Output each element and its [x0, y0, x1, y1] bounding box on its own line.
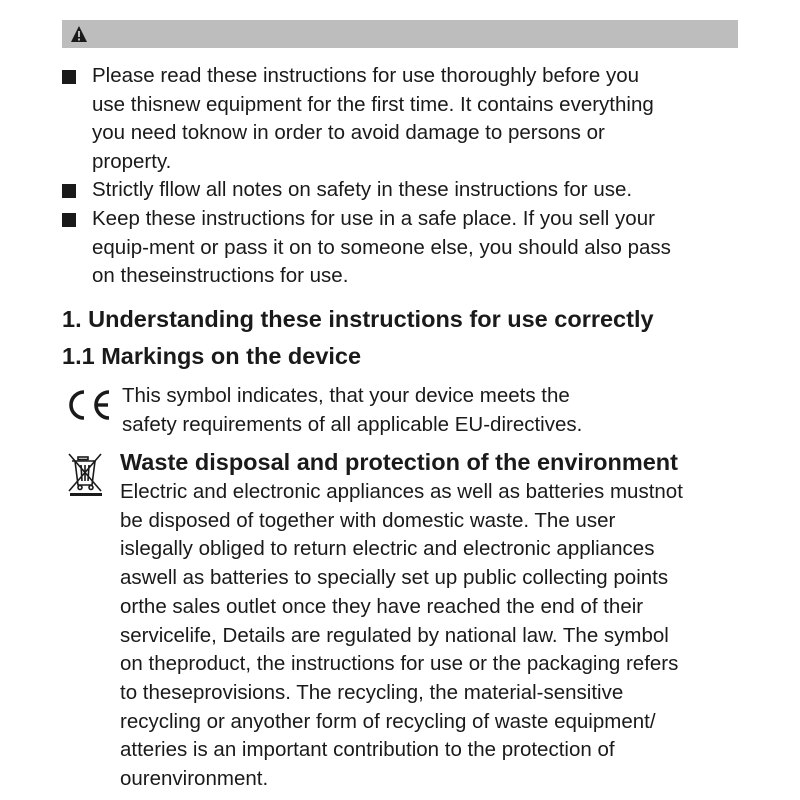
- text-line: aswell as batteries to specially set up public collecting points: [120, 566, 669, 590]
- text-line: use thisnew equipment for the first time. It contains everything: [92, 92, 654, 116]
- ce-mark-icon: [64, 387, 114, 423]
- bullet-square-icon: [62, 184, 76, 198]
- text-line: you need toknow in order to avoid damage to persons or: [92, 121, 605, 145]
- text-line: This symbol indicates, that your device meets the: [122, 384, 570, 407]
- bullet-square-icon: [62, 213, 76, 227]
- safety-notes-list: [62, 62, 752, 291]
- warning-bar: [62, 20, 738, 48]
- text-line: ourenvironment.: [120, 767, 269, 791]
- text-line: Please read these instructions for use thoroughly before you: [92, 64, 639, 87]
- text-line: Strictly fllow all notes on safety in these instructions for use.: [92, 178, 633, 202]
- text-line: safety requirements of all applicable EU-directives.: [122, 412, 583, 436]
- list-item: [62, 176, 752, 205]
- text-line: equip-ment or pass it on to someone else, you should also pass: [92, 235, 671, 259]
- text-line: recycling or anyother form of recycling of waste equipment/: [120, 709, 656, 733]
- text-line: orthe sales outlet once they have reached the end of their: [120, 594, 644, 618]
- list-item: [62, 205, 752, 291]
- list-item: [62, 62, 752, 176]
- text-line: Keep these instructions for use in a safe place. If you sell your: [92, 206, 655, 230]
- text-line: be disposed of together with domestic waste. The user: [120, 508, 616, 532]
- text-line: Electric and electronic appliances as well as batteries mustnot: [120, 480, 683, 503]
- text-line: atteries is an important contribution to the protection of: [120, 738, 615, 762]
- text-line: to theseprovisions. The recycling, the material-sensitive: [120, 680, 624, 704]
- section-heading: 1. Understanding these instructions for use correctly: [62, 306, 654, 332]
- subsection-heading: 1.1 Markings on the device: [62, 343, 362, 369]
- ce-description: [122, 382, 582, 439]
- waste-disposal-text: [120, 478, 683, 794]
- text-line: on theproduct, the instructions for use or the packaging refers: [120, 652, 679, 676]
- waste-disposal-heading: Waste disposal and protection of the environment: [120, 449, 678, 475]
- text-line: islegally obliged to return electric and electronic appliances: [120, 537, 655, 561]
- text-line: on theseinstructions for use.: [92, 264, 349, 288]
- bullet-square-icon: [62, 70, 76, 84]
- text-line: property.: [92, 149, 172, 173]
- warning-triangle-icon: [70, 25, 88, 43]
- crossed-out-bin-icon: [66, 451, 106, 497]
- text-line: servicelife, Details are regulated by national law. The symbol: [120, 623, 669, 647]
